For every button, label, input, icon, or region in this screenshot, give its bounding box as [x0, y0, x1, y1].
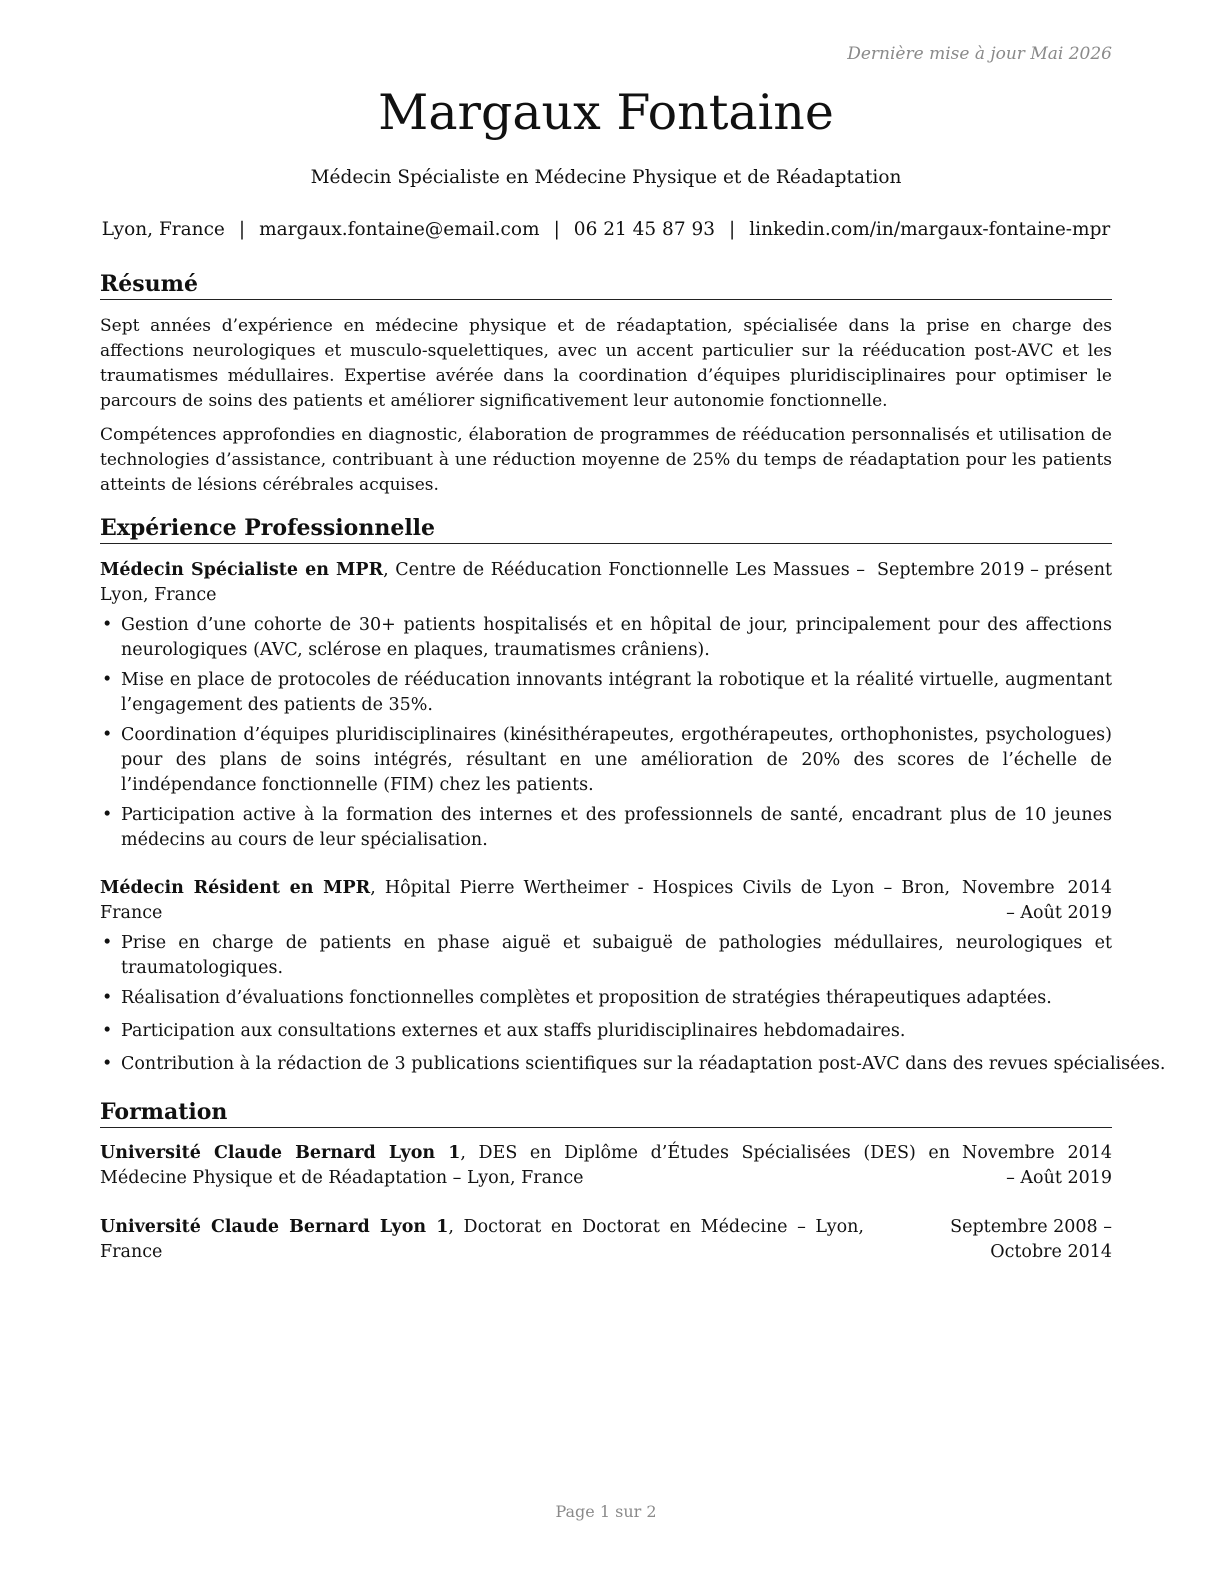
last-updated: Dernière mise à jour Mai 2026 [847, 44, 1112, 64]
job-organization: , Centre de Rééducation Fonctionnelle Les Massues – Lyon, France [100, 560, 865, 605]
job-organization: , Hôpital Pierre Wertheimer - Hospices Civils de Lyon – Bron, France [100, 878, 951, 923]
education-degree [100, 1215, 864, 1265]
list-item: • Mise en place de protocoles de rééducation innovants intégrant la robotique et la réalité virtuelle, augmentant l’engagement des patients de 35%. [100, 668, 1112, 718]
summary-paragraph: Compétences approfondies en diagnostic, élaboration de programmes de rééducation personnalisés et utilisation de technologies d’assistance, contribuant à une réduction moyenne de 25% du temps de réadaptation pour les patients atteints de lésions cérébrales acquises. [100, 425, 1112, 495]
contact-linkedin[interactable]: linkedin.com/in/margaux-fontaine-mpr [749, 219, 1111, 240]
job-bullets [100, 613, 1112, 858]
list-item: • Réalisation d’évaluations fonctionnelles complètes et proposition de stratégies thérapeutiques adaptées. [100, 986, 1112, 1011]
candidate-name: Margaux Fontaine [378, 84, 834, 141]
education-school: Université Claude Bernard Lyon 1 [100, 1217, 449, 1237]
job-role: Médecin Résident en MPR [100, 878, 371, 898]
contact-location: Lyon, France [101, 219, 225, 240]
contact-email[interactable]: margaux.fontaine@email.com [259, 219, 540, 240]
list-item: • Contribution à la rédaction de 3 publications scientifiques sur la réadaptation post-AVC dans des revues spécialisées. [100, 1052, 1112, 1077]
job-bullets [100, 931, 1166, 1082]
contact-separator: | [729, 219, 736, 240]
resume-page [100, 0, 1166, 1584]
education-school: Université Claude Bernard Lyon 1 [100, 1143, 461, 1163]
job-dates: Novembre 2014 – Août 2019 [962, 878, 1112, 923]
contact-separator: | [553, 219, 560, 240]
education-dates: Novembre 2014 – Août 2019 [962, 1143, 1112, 1188]
contact-separator: | [238, 219, 246, 240]
job-title: Médecin Spécialiste en Médecine Physique et de Réadaptation [310, 167, 902, 188]
contact-phone[interactable]: 06 21 45 87 93 [573, 219, 716, 240]
education-degree [100, 1141, 950, 1191]
summary-paragraph: Sept années d’expérience en médecine physique et de réadaptation, spécialisée dans la prise en charge des affections neurologiques et musculo-squelettiques, avec un accent particulier sur la rééducation post-AVC et les traumatismes médullaires. Expertise avérée dans la coordination d’équipes pluridisciplinaires pour optimiser le parcours de soins des patients et améliorer significativement leur autonomie fonctionnelle. [100, 316, 1112, 411]
list-item: • Participation aux consultations externes et aux staffs pluridisciplinaires hebdomadaires. [100, 1019, 1112, 1044]
education-header [100, 1215, 1112, 1265]
education-detail: , DES en Diplôme d’Études Spécialisées (DES) en Médecine Physique et de Réadaptation – Lyon, France [100, 1143, 951, 1188]
job-header [100, 876, 1112, 926]
job-position [100, 558, 865, 608]
job-position [100, 876, 950, 926]
section-title-experience: Expérience Professionnelle [100, 514, 1112, 544]
contact-line [100, 219, 1112, 240]
section-title-education: Formation [100, 1098, 1112, 1128]
page-number: Page 1 sur 2 [555, 1502, 657, 1521]
education-detail: , Doctorat en Doctorat en Médecine – Lyon, France [100, 1217, 864, 1262]
job-dates: Septembre 2019 – présent [877, 560, 1112, 580]
education-dates: Septembre 2008 – Octobre 2014 [950, 1217, 1112, 1262]
list-item: • Gestion d’une cohorte de 30+ patients hospitalisés et en hôpital de jour, principalement pour des affections neurologiques (AVC, sclérose en plaques, traumatismes crâniens). [100, 613, 1112, 663]
section-title-summary: Résumé [100, 270, 1112, 300]
list-item: • Coordination d’équipes pluridisciplinaires (kinésithérapeutes, ergothérapeutes, orthophonistes, psychologues) pour des plans de soins intégrés, résultant en une amélioration de 20% des scores de l’échelle de l’indépendance fonctionnelle (FIM) chez les patients. [100, 723, 1112, 798]
job-header [100, 558, 1112, 608]
list-item: • Participation active à la formation des internes et des professionnels de santé, encadrant plus de 10 jeunes médecins au cours de leur spécialisation. [100, 803, 1112, 853]
list-item: • Prise en charge de patients en phase aiguë et subaiguë de pathologies médullaires, neurologiques et traumatologiques. [100, 931, 1112, 981]
education-header [100, 1141, 1112, 1191]
job-role: Médecin Spécialiste en MPR [100, 560, 384, 580]
